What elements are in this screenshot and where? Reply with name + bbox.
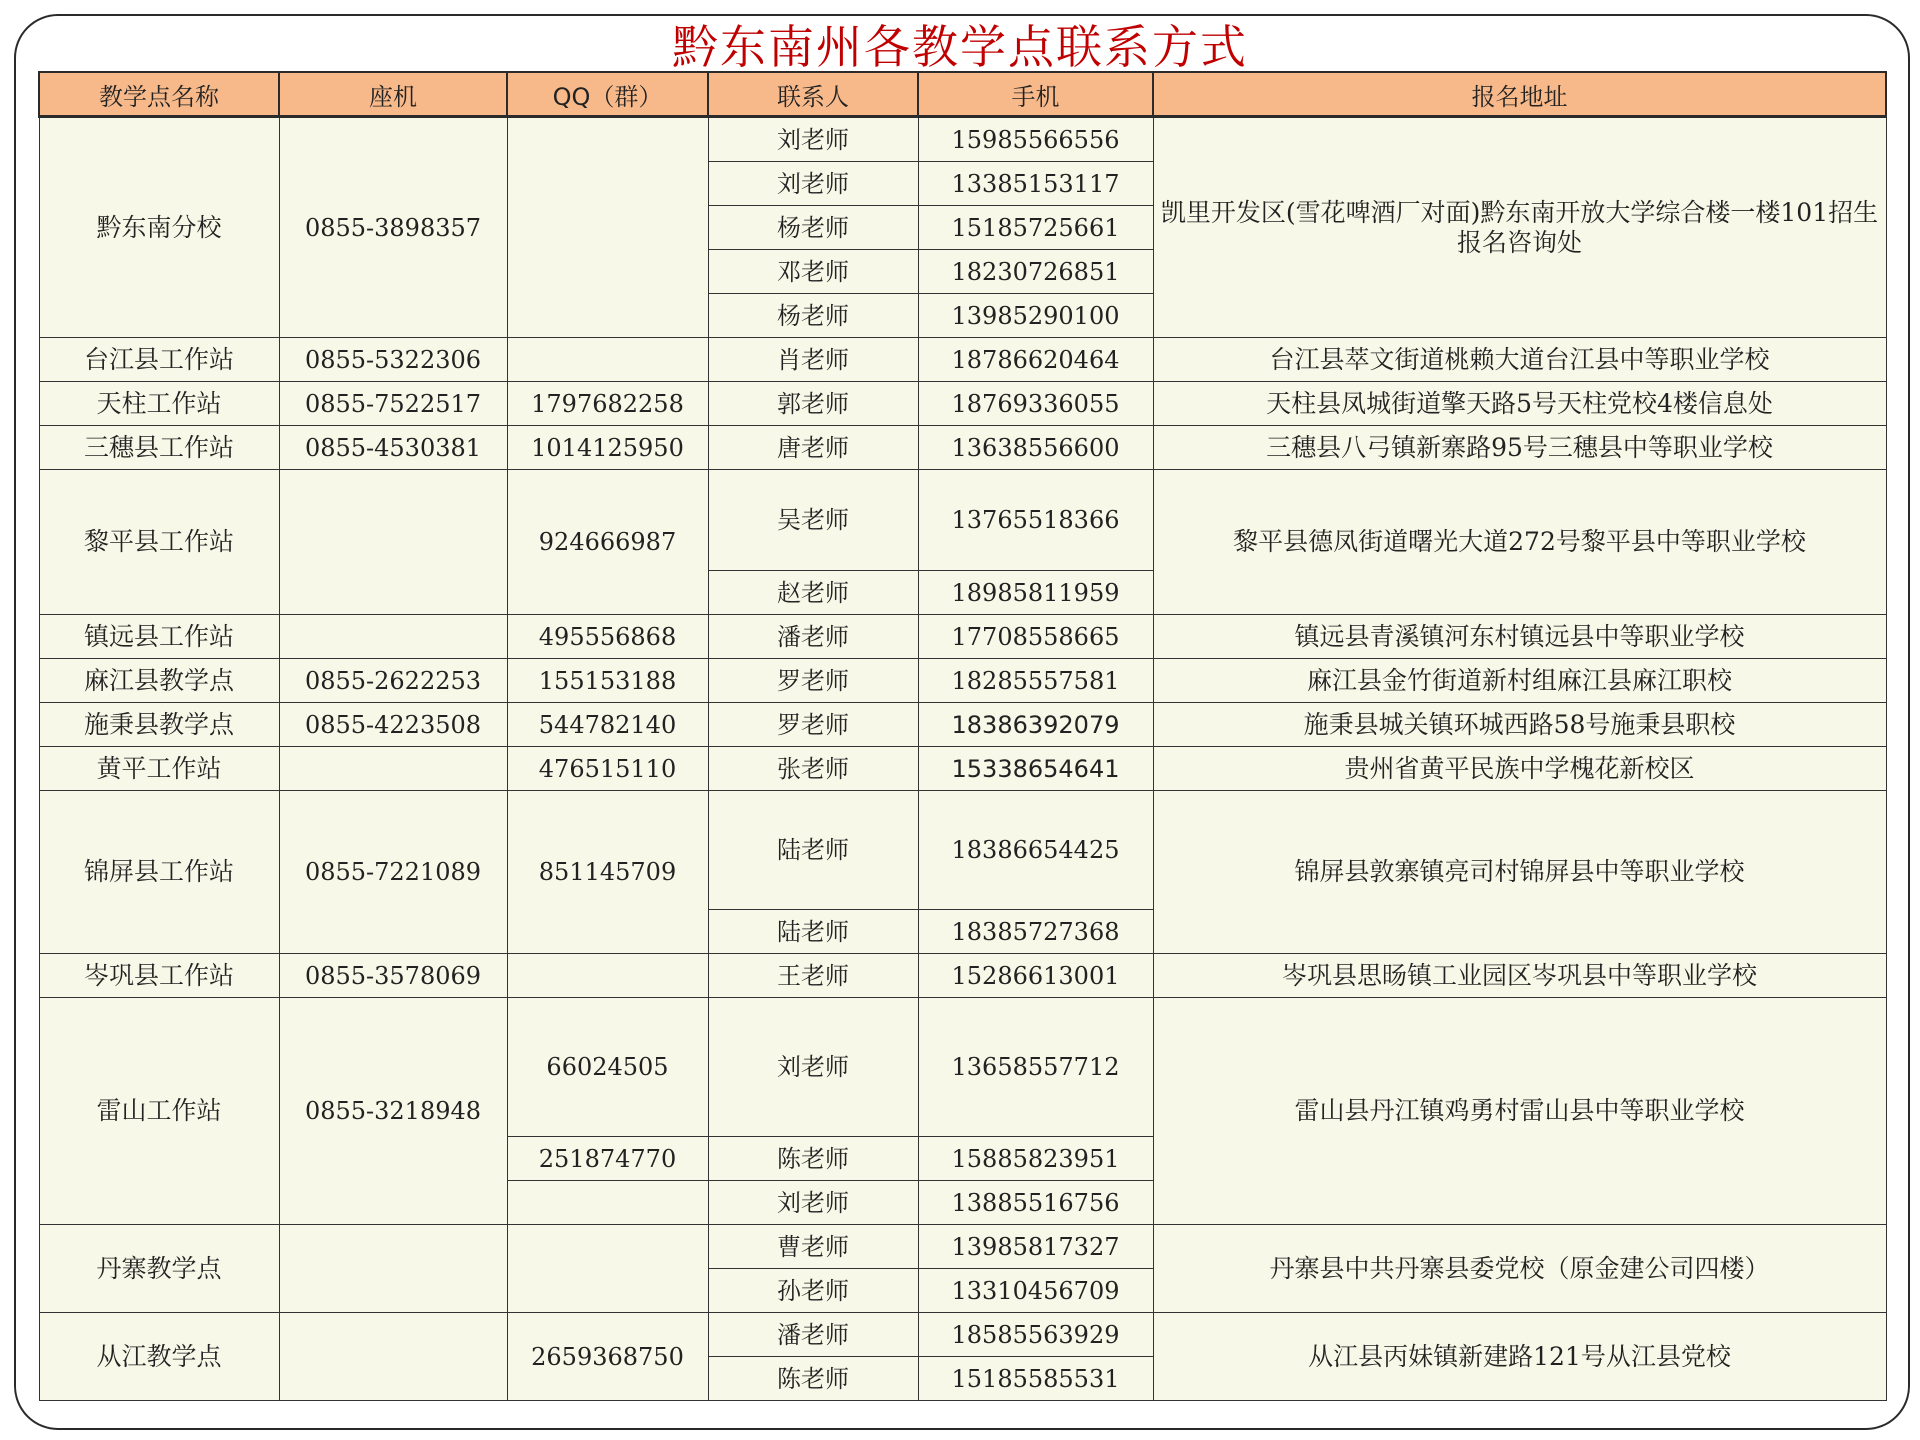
table-row [39, 954, 1886, 998]
qq-group [507, 117, 708, 338]
mobile: 15185585531 [918, 1357, 1153, 1401]
contact-name: 陆老师 [708, 910, 918, 954]
contact-name: 王老师 [708, 954, 918, 998]
address: 施秉县城关镇环城西路58号施秉县职校 [1153, 703, 1886, 747]
mobile: 13765518366 [918, 470, 1153, 571]
landline: 0855-3218948 [279, 998, 507, 1225]
table-row [39, 117, 1886, 162]
contact-name: 孙老师 [708, 1269, 918, 1313]
mobile: 13638556600 [918, 426, 1153, 470]
site-name: 施秉县教学点 [39, 703, 279, 747]
table-row [39, 1313, 1886, 1357]
site-name: 黄平工作站 [39, 747, 279, 791]
address: 从江县丙妹镇新建路121号从江县党校 [1153, 1313, 1886, 1401]
address: 凯里开发区(雪花啤酒厂对面)黔东南开放大学综合楼一楼101招生报名咨询处 [1153, 117, 1886, 338]
header-mobile: 手机 [918, 72, 1153, 117]
header-landline: 座机 [279, 72, 507, 117]
contact-name: 肖老师 [708, 338, 918, 382]
address: 镇远县青溪镇河东村镇远县中等职业学校 [1153, 615, 1886, 659]
site-name: 丹寨教学点 [39, 1225, 279, 1313]
mobile: 13985290100 [918, 294, 1153, 338]
mobile: 18386392079 [918, 703, 1153, 747]
landline: 0855-4223508 [279, 703, 507, 747]
contact-name: 曹老师 [708, 1225, 918, 1269]
contact-name: 赵老师 [708, 571, 918, 615]
address: 锦屏县敦寨镇亮司村锦屏县中等职业学校 [1153, 791, 1886, 954]
qq-group: 1014125950 [507, 426, 708, 470]
header-qq: QQ（群） [507, 72, 708, 117]
qq-group: 476515110 [507, 747, 708, 791]
contact-name: 陈老师 [708, 1357, 918, 1401]
qq-group [507, 338, 708, 382]
table-row [39, 747, 1886, 791]
mobile: 18385727368 [918, 910, 1153, 954]
site-name: 黎平县工作站 [39, 470, 279, 615]
qq-group: 851145709 [507, 791, 708, 954]
contact-name: 唐老师 [708, 426, 918, 470]
mobile: 18985811959 [918, 571, 1153, 615]
mobile: 17708558665 [918, 615, 1153, 659]
site-name: 岑巩县工作站 [39, 954, 279, 998]
header-site: 教学点名称 [39, 72, 279, 117]
mobile: 15985566556 [918, 117, 1153, 162]
landline: 0855-2622253 [279, 659, 507, 703]
address: 贵州省黄平民族中学槐花新校区 [1153, 747, 1886, 791]
landline: 0855-7221089 [279, 791, 507, 954]
contact-name: 陈老师 [708, 1137, 918, 1181]
mobile: 13985817327 [918, 1225, 1153, 1269]
landline [279, 1313, 507, 1401]
site-name: 镇远县工作站 [39, 615, 279, 659]
mobile: 18585563929 [918, 1313, 1153, 1357]
qq-group: 2659368750 [507, 1313, 708, 1401]
table-row [39, 426, 1886, 470]
site-name: 天柱工作站 [39, 382, 279, 426]
address: 三穗县八弓镇新寨路95号三穗县中等职业学校 [1153, 426, 1886, 470]
contact-name: 杨老师 [708, 294, 918, 338]
mobile: 18786620464 [918, 338, 1153, 382]
contact-name: 杨老师 [708, 206, 918, 250]
page-title: 黔东南州各教学点联系方式 [672, 20, 1248, 74]
mobile: 13885516756 [918, 1181, 1153, 1225]
site-name: 从江教学点 [39, 1313, 279, 1401]
contact-name: 郭老师 [708, 382, 918, 426]
mobile: 18386654425 [918, 791, 1153, 910]
qq-group: 924666987 [507, 470, 708, 615]
mobile: 13658557712 [918, 998, 1153, 1137]
mobile: 15885823951 [918, 1137, 1153, 1181]
landline [279, 747, 507, 791]
qq-group [507, 1225, 708, 1313]
landline: 0855-7522517 [279, 382, 507, 426]
contact-name: 潘老师 [708, 615, 918, 659]
mobile: 13310456709 [918, 1269, 1153, 1313]
table-header-row [39, 72, 1886, 117]
landline: 0855-3578069 [279, 954, 507, 998]
qq-group: 495556868 [507, 615, 708, 659]
site-name: 雷山工作站 [39, 998, 279, 1225]
contact-name: 吴老师 [708, 470, 918, 571]
contact-name: 刘老师 [708, 162, 918, 206]
site-name: 黔东南分校 [39, 117, 279, 338]
table-row [39, 1225, 1886, 1269]
table-row [39, 470, 1886, 571]
qq-group [507, 954, 708, 998]
contact-name: 罗老师 [708, 659, 918, 703]
site-name: 锦屏县工作站 [39, 791, 279, 954]
table-row [39, 659, 1886, 703]
table-row [39, 703, 1886, 747]
qq-group: 544782140 [507, 703, 708, 747]
address: 台江县萃文街道桃赖大道台江县中等职业学校 [1153, 338, 1886, 382]
qq-group: 66024505 [507, 998, 708, 1137]
contact-name: 邓老师 [708, 250, 918, 294]
address: 雷山县丹江镇鸡勇村雷山县中等职业学校 [1153, 998, 1886, 1225]
mobile: 15286613001 [918, 954, 1153, 998]
mobile: 18285557581 [918, 659, 1153, 703]
table-row [39, 998, 1886, 1137]
address: 天柱县凤城街道擎天路5号天柱党校4楼信息处 [1153, 382, 1886, 426]
qq-group: 155153188 [507, 659, 708, 703]
contact-name: 刘老师 [708, 1181, 918, 1225]
address: 黎平县德凤街道曙光大道272号黎平县中等职业学校 [1153, 470, 1886, 615]
landline: 0855-4530381 [279, 426, 507, 470]
contact-name: 罗老师 [708, 703, 918, 747]
header-address: 报名地址 [1153, 72, 1886, 117]
mobile: 18230726851 [918, 250, 1153, 294]
mobile: 15338654641 [918, 747, 1153, 791]
table-row [39, 615, 1886, 659]
site-name: 台江县工作站 [39, 338, 279, 382]
table-row [39, 382, 1886, 426]
header-contact: 联系人 [708, 72, 918, 117]
qq-group [507, 1181, 708, 1225]
site-name: 麻江县教学点 [39, 659, 279, 703]
landline [279, 615, 507, 659]
address: 岑巩县思旸镇工业园区岑巩县中等职业学校 [1153, 954, 1886, 998]
qq-group: 1797682258 [507, 382, 708, 426]
contact-name: 陆老师 [708, 791, 918, 910]
site-name: 三穗县工作站 [39, 426, 279, 470]
mobile: 15185725661 [918, 206, 1153, 250]
address: 麻江县金竹街道新村组麻江县麻江职校 [1153, 659, 1886, 703]
landline [279, 1225, 507, 1313]
landline [279, 470, 507, 615]
contact-name: 刘老师 [708, 117, 918, 162]
contacts-table [38, 71, 1887, 1401]
mobile: 18769336055 [918, 382, 1153, 426]
table-row [39, 338, 1886, 382]
contact-name: 张老师 [708, 747, 918, 791]
qq-group: 251874770 [507, 1137, 708, 1181]
address: 丹寨县中共丹寨县委党校（原金建公司四楼） [1153, 1225, 1886, 1313]
table-row [39, 791, 1886, 910]
landline: 0855-5322306 [279, 338, 507, 382]
mobile: 13385153117 [918, 162, 1153, 206]
landline: 0855-3898357 [279, 117, 507, 338]
contact-name: 刘老师 [708, 998, 918, 1137]
contact-name: 潘老师 [708, 1313, 918, 1357]
